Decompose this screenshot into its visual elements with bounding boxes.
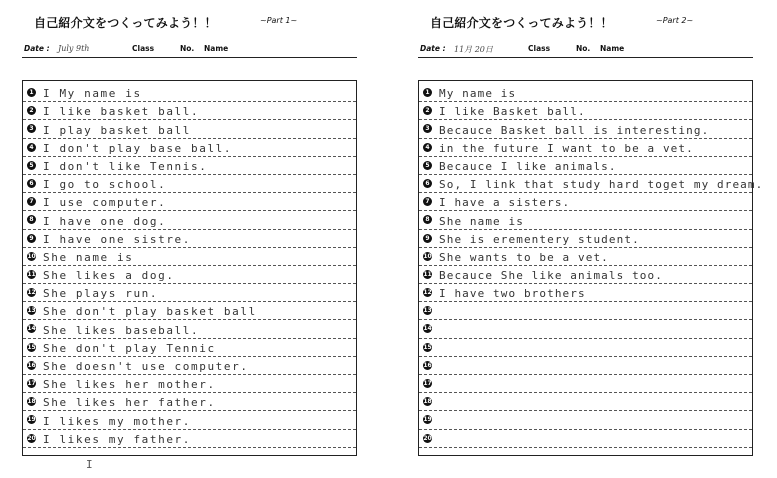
writing-box [22, 80, 357, 456]
part-label: ~Part 1~ [260, 16, 298, 25]
writing-line [23, 266, 356, 284]
line-number-badge: 19 [27, 416, 36, 424]
handwritten-sentence: She name is [43, 250, 134, 264]
line-number-badge: 5 [27, 161, 36, 170]
writing-line [23, 211, 356, 229]
part-label: ~Part 2~ [656, 16, 694, 25]
handwritten-sentence: She wants to be a vet. [439, 250, 609, 264]
handwritten-sentence: So, I link that study hard toget my dream. [439, 178, 764, 192]
line-number-badge: 7 [27, 197, 36, 206]
line-number-badge: 6 [423, 179, 432, 188]
date-label: Date : [24, 44, 50, 53]
handwritten-sentence: I go to school. [43, 178, 167, 192]
handwritten-sentence: She plays run. [43, 287, 159, 301]
line-number-badge: 18 [27, 398, 36, 406]
line-number-badge: 14 [27, 325, 36, 333]
line-number-badge: 13 [27, 307, 36, 315]
handwritten-sentence: I use computer. [43, 196, 167, 210]
writing-lines [23, 84, 356, 448]
line-number-badge: 17 [423, 380, 432, 387]
writing-line [419, 320, 752, 338]
line-number-badge: 1 [423, 88, 432, 97]
handwritten-sentence: Becauce Basket ball is interesting. [439, 123, 710, 137]
writing-line [419, 430, 752, 448]
writing-line [23, 84, 356, 102]
writing-line [23, 375, 356, 393]
line-number-badge: 20 [27, 434, 36, 442]
handwritten-sentence: She likes her mother. [43, 378, 216, 392]
writing-line [419, 411, 752, 429]
handwritten-sentence: I have one sistre. [43, 232, 192, 246]
header-fields [420, 44, 750, 58]
handwritten-sentence: I play basket ball [43, 123, 192, 137]
handwritten-sentence: I like Basket ball. [439, 105, 586, 119]
writing-line [23, 230, 356, 248]
line-number-badge: 5 [423, 161, 432, 170]
line-number-badge: 19 [423, 416, 432, 424]
writing-line [419, 193, 752, 211]
line-number-badge: 9 [27, 234, 36, 243]
handwritten-sentence: She likes her father. [43, 396, 216, 410]
writing-line [419, 211, 752, 229]
class-label: Class [528, 44, 551, 53]
writing-line [23, 175, 356, 193]
stray-handwriting: I [86, 458, 93, 471]
handwritten-sentence: I don't like Tennis. [43, 159, 208, 173]
line-number-badge: 13 [423, 307, 432, 315]
writing-line [419, 357, 752, 375]
writing-lines [419, 84, 764, 448]
handwritten-sentence: She doesn't use computer. [43, 360, 249, 373]
line-number-badge: 17 [27, 380, 36, 387]
header-underline [22, 57, 357, 58]
handwritten-sentence: I have one dog. [43, 214, 167, 228]
line-number-badge: 10 [423, 252, 432, 260]
number-label: No. [576, 44, 591, 53]
header-underline [418, 57, 753, 58]
worksheet-part-2 [418, 0, 764, 478]
writing-line [23, 120, 356, 138]
writing-line [23, 339, 356, 357]
line-number-badge: 1 [27, 88, 36, 97]
handwritten-sentence: She don't play Tennic [43, 341, 216, 355]
class-label: Class [132, 44, 155, 53]
writing-line [419, 302, 752, 320]
handwritten-sentence: I likes my father. [43, 432, 192, 446]
writing-line [419, 230, 752, 248]
line-number-badge: 3 [27, 124, 36, 133]
writing-line [419, 375, 752, 393]
writing-line [23, 139, 356, 157]
handwritten-sentence: I don't play base ball. [43, 141, 233, 155]
line-number-badge: 20 [423, 434, 432, 442]
writing-line [23, 411, 356, 429]
line-number-badge: 12 [423, 289, 432, 297]
date-value: 11月 20日 [454, 45, 493, 54]
writing-line [23, 157, 356, 175]
handwritten-sentence: I like basket ball. [43, 105, 200, 119]
writing-line [23, 357, 356, 375]
handwritten-sentence: She likes baseball. [43, 323, 200, 337]
date-value: July 9th [58, 44, 90, 53]
line-number-badge: 12 [27, 289, 36, 297]
writing-line [419, 139, 752, 157]
writing-line [23, 284, 356, 302]
writing-box [418, 80, 764, 456]
handwritten-sentence: She don't play basket ball [43, 305, 257, 319]
handwritten-sentence: Becauce I like animals. [439, 159, 617, 173]
line-number-badge: 14 [423, 325, 432, 333]
handwritten-sentence: I likes my mother. [43, 414, 192, 428]
handwritten-sentence: Becauce She like animals too. [439, 269, 663, 283]
writing-line [419, 102, 752, 120]
line-number-badge: 2 [27, 106, 36, 115]
writing-line [419, 284, 752, 302]
handwritten-sentence: I My name is [43, 87, 142, 101]
writing-line [419, 266, 752, 284]
line-number-badge: 4 [423, 143, 432, 152]
handwritten-sentence: in the future I want to be a vet. [439, 141, 694, 155]
writing-line [23, 430, 356, 448]
writing-line [23, 302, 356, 320]
line-number-badge: 10 [27, 252, 36, 260]
writing-line [419, 175, 764, 193]
handwritten-sentence: She is erementery student. [439, 232, 640, 246]
date-label: Date : [420, 44, 446, 53]
name-label: Name [600, 44, 625, 53]
number-label: No. [180, 44, 195, 53]
handwritten-sentence: She likes a dog. [43, 269, 175, 283]
line-number-badge: 11 [27, 270, 36, 278]
handwritten-sentence: My name is [439, 87, 517, 101]
name-label: Name [204, 44, 229, 53]
handwritten-sentence: She name is [439, 214, 524, 228]
line-number-badge: 9 [423, 234, 432, 243]
line-number-badge: 11 [423, 270, 432, 278]
line-number-badge: 4 [27, 143, 36, 152]
writing-line [419, 120, 752, 138]
writing-line [419, 248, 752, 266]
line-number-badge: 8 [27, 215, 36, 224]
writing-line [419, 339, 752, 357]
line-number-badge: 16 [27, 361, 36, 369]
line-number-badge: 7 [423, 197, 432, 206]
writing-line [23, 193, 356, 211]
worksheet-part-1 [22, 0, 357, 478]
worksheet-title: 自己紹介文をつくってみよう！！ [34, 16, 217, 30]
line-number-badge: 15 [423, 343, 432, 351]
line-number-badge: 3 [423, 124, 432, 133]
line-number-badge: 18 [423, 398, 432, 406]
line-number-badge: 6 [27, 179, 36, 188]
line-number-badge: 8 [423, 215, 432, 224]
writing-line [419, 393, 752, 411]
header-fields [24, 44, 354, 58]
handwritten-sentence: I have a sisters. [439, 196, 571, 210]
writing-line [23, 102, 356, 120]
handwritten-sentence: I have two brothers [439, 287, 586, 301]
line-number-badge: 16 [423, 361, 432, 369]
line-number-badge: 15 [27, 343, 36, 351]
writing-line [23, 393, 356, 411]
writing-line [419, 84, 752, 102]
writing-line [23, 248, 356, 266]
worksheet-title: 自己紹介文をつくってみよう！！ [430, 16, 613, 30]
writing-line [419, 157, 752, 175]
line-number-badge: 2 [423, 106, 432, 115]
writing-line [23, 320, 356, 338]
